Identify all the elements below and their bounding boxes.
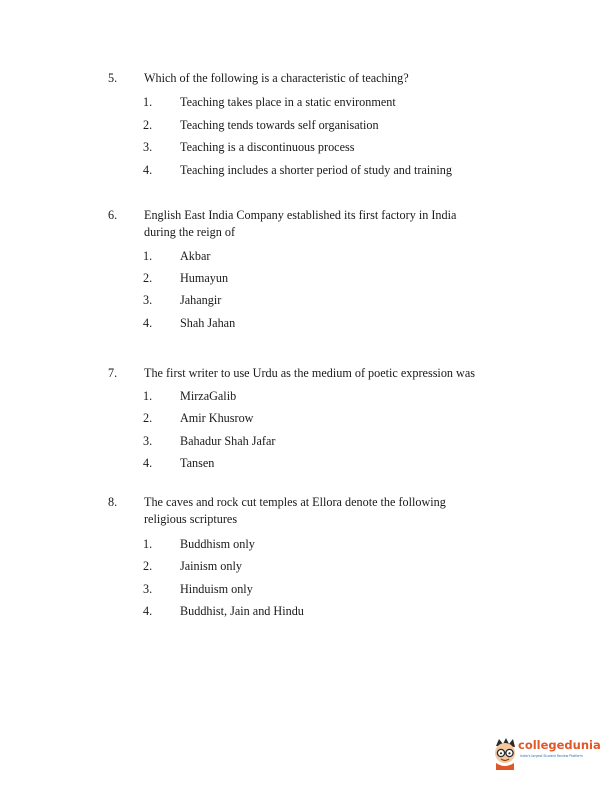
option-item xyxy=(0,558,612,575)
option-number: 3. xyxy=(143,582,153,596)
option-text: Buddhism only xyxy=(180,537,255,551)
option-number: 2. xyxy=(143,118,153,132)
option-number: 4. xyxy=(143,316,153,330)
option-item xyxy=(0,455,612,472)
option-text: Humayun xyxy=(180,271,229,285)
option-text: Hinduism only xyxy=(180,582,253,596)
option-text: Jainism only xyxy=(180,559,242,573)
option-number: 3. xyxy=(143,434,153,448)
option-item xyxy=(0,270,612,287)
option-text: Bahadur Shah Jafar xyxy=(180,434,276,448)
option-text: Teaching takes place in a static environment xyxy=(180,95,396,109)
question-text: The caves and rock cut temples at Ellora denote the following religious scriptures xyxy=(144,495,446,526)
option-item xyxy=(0,248,612,265)
option-text: Tansen xyxy=(180,456,215,470)
question-text: English East India Company established its first factory in India during the reign of xyxy=(144,208,457,239)
option-item xyxy=(0,139,612,156)
option-item xyxy=(0,162,612,179)
option-text: Teaching includes a shorter period of study and training xyxy=(180,163,452,177)
option-number: 2. xyxy=(143,559,153,573)
option-number: 1. xyxy=(143,249,153,263)
option-number: 1. xyxy=(143,95,153,109)
option-item xyxy=(0,410,612,427)
question-number: 7. xyxy=(108,366,118,380)
option-text: Teaching tends towards self organisation xyxy=(180,118,379,132)
option-number: 4. xyxy=(143,604,153,618)
option-item xyxy=(0,292,612,309)
option-item xyxy=(0,388,612,405)
option-text: Akbar xyxy=(180,249,211,263)
logo-tagline: India's largest Student Review Platform xyxy=(520,754,583,758)
option-number: 3. xyxy=(143,293,153,307)
question-number: 5. xyxy=(108,71,118,85)
option-number: 4. xyxy=(143,163,153,177)
option-number: 4. xyxy=(143,456,153,470)
option-text: Jahangir xyxy=(180,293,222,307)
collegedunia-logo xyxy=(490,734,600,774)
option-text: Buddhist, Jain and Hindu xyxy=(180,604,304,618)
option-item xyxy=(0,94,612,111)
logo-wordmark: collegedunia xyxy=(518,738,601,752)
question-number: 8. xyxy=(108,495,118,509)
option-item xyxy=(0,433,612,450)
option-item xyxy=(0,117,612,134)
option-number: 2. xyxy=(143,411,153,425)
option-number: 1. xyxy=(143,389,153,403)
option-item xyxy=(0,536,612,553)
question-text: Which of the following is a characteristic of teaching? xyxy=(144,71,409,85)
option-item xyxy=(0,315,612,332)
mascot-icon xyxy=(490,736,520,770)
option-text: Amir Khusrow xyxy=(180,411,254,425)
option-text: Teaching is a discontinuous process xyxy=(180,140,355,154)
question-text: The first writer to use Urdu as the medium of poetic expression was xyxy=(144,366,476,380)
option-number: 1. xyxy=(143,537,153,551)
option-number: 2. xyxy=(143,271,153,285)
option-text: MirzaGalib xyxy=(180,389,237,403)
option-item xyxy=(0,603,612,620)
question-number: 6. xyxy=(108,208,118,222)
option-number: 3. xyxy=(143,140,153,154)
option-item xyxy=(0,581,612,598)
option-text: Shah Jahan xyxy=(180,316,236,330)
